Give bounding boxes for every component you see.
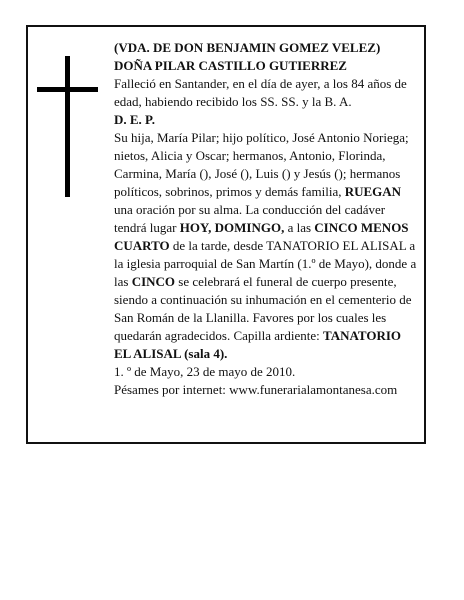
family-paragraph: Su hija, María Pilar; hijo político, José Antonio Noriega; nietos, Alicia y Oscar; hermanos, Antonio, Florinda, Carmina, María (), José (), Luis () y Jesús (); hermanos políticos, sobrinos, primos y demás familia, RUEGAN una oración por su alma. La conducción del cadáver tendrá lugar HOY, DOMINGO, a las CINCO MENOS CUARTO de la tarde, desde TANATORIO EL ALISAL a la iglesia parroquial de San Martín (1.º de Mayo), donde a las CINCO se celebrará el funeral de cuerpo presente, siendo a continuación su inhumación en el cementerio de San Román de la Llanilla. Favores por los cuales les quedarán agradecidos. Capilla ardiente: TANATORIO EL ALISAL (sala 4). <box>114 130 417 361</box>
cross-icon <box>65 56 70 197</box>
widow-line: (VDA. DE DON BENJAMIN GOMEZ VELEZ) <box>114 40 381 55</box>
death-notice: Falleció en Santander, en el día de ayer, a los 84 años de edad, habiendo recibido los SS. SS. y la B. A. <box>114 76 407 109</box>
deceased-name: DOÑA PILAR CASTILLO GUTIERREZ <box>114 58 347 73</box>
condolences-line: Pésames por internet: www.funerarialamontanesa.com <box>114 382 398 397</box>
date-line: 1. º de Mayo, 23 de mayo de 2010. <box>114 364 296 379</box>
cross-icon-crossbar <box>37 87 98 92</box>
rip-label: D. E. P. <box>114 112 156 127</box>
obituary-text <box>114 39 419 399</box>
